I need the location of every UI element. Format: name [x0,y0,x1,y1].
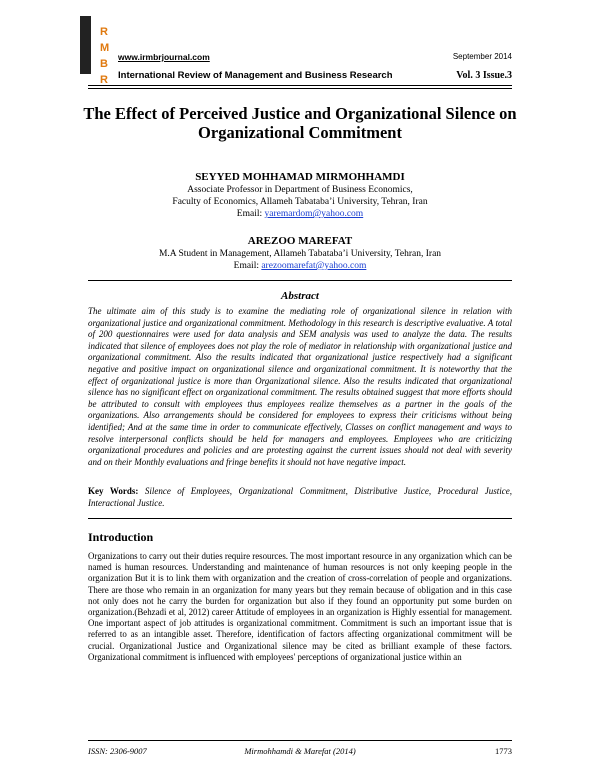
logo-letter-b: B [100,58,108,70]
keywords-text: Silence of Employees, Organizational Commitment, Distributive Justice, Procedural Justice, Interactional Justice. [88,486,512,508]
abstract-heading: Abstract [281,290,319,302]
issue-date: September 2014 [452,52,512,61]
author-2-name: AREZOO MAREFAT [247,235,353,247]
footer-rule [88,740,512,741]
footer-authors: Mirmohhamdi & Marefat (2014) [244,746,356,756]
logo-letter-r2: R [100,74,108,86]
journal-logo-bar [80,16,91,74]
abstract-top-rule [88,280,512,281]
introduction-text: Organizations to carry out their duties require resources. The most important resource in any organization which can be named is human resources. Understanding and maintenance of human resources is not only keeping people in the organization But it is to link them with organization and the creation of cross-correlation of people and organizations. There are those who remain in an organization for many years but they remain because of obligation and in this case not only does not he carry the burden for organization but also if they found an opportunity put some burden on organization.(Behzadi et al, 2012) career Attitude of employees in an organization is Highly essential for management. One important aspect of job attitudes is organizational commitment. Commitment is such an important issue that is referred to as an intangible asset. Therefore, identification of factors affecting organizational commitment will be crucial. Organizational Justice and Organizational silence may be cited as brilliant example of these factors. Organizational commitment is influenced with employees' perceptions of organizational justice within an [88,551,512,662]
abstract-text: The ultimate aim of this study is to examine the mediating role of organizational silence in relation with organizational justice and organizational commitment. Methodology in this research is descriptive evaluative. A total of 200 questionnaires were used for data analysis and SEM analysis was used to analyze the data. The results indicated that silence of employees does not play the role of mediator in relationship with organizational justice and organizational commitment. Also the results indicated that organizational justice respectively had a significant negative and positive impact on organizational silence and organizational commitment. It is noteworthy that the effect of organizational justice is more than Organizational silence. Also the results indicated that organizational silence has no significant effect on organizational commitment. The results obtained suggest that more efforts should be attributed to consult with employees thus employees realize themselves as a partner in the goals of the organizations. Also arrangements should be considered for employees to express their criticisms without being identified; And at the same time in order to communicate effectively, Classes on conflict management and ways to resolve interpersonal conflicts should be held for managers and employees. Employees who are criticizing organizational procedures and policies and are protesting against the current issues should not deal with severity and on their Monthly evaluations and fringe benefits it should not have negative impact. [88,306,512,467]
introduction-heading: Introduction [88,530,154,544]
footer-issn: ISSN: 2306-9007 [88,746,147,756]
page-number: 1773 [495,746,512,756]
email-label: Email: [233,261,259,271]
journal-url-link[interactable]: www.irmbrjournal.com [118,52,210,62]
author-1-name: SEYYED MOHHAMAD MIRMOHHAMDI [195,171,405,183]
keywords [88,486,512,509]
header-divider-thin [88,88,512,89]
paper-title: The Effect of Perceived Justice and Organizational Silence on Organizational Commitment [83,104,517,142]
author-1-email-link[interactable]: yaremardom@yahoo.com [264,209,364,219]
author-1-email-line [88,209,512,221]
author-1-position: Associate Professor in Department of Business Economics, [187,185,413,195]
header-divider [88,85,512,86]
email-label: Email: [236,209,263,219]
author-1-affiliation: Faculty of Economics, Allameh Tabataba’i University, Tehran, Iran [172,197,428,207]
author-2-email-link[interactable]: arezoomarefat@yahoo.com [261,261,367,271]
logo-letter-r: R [100,26,108,38]
logo-letter-m: M [100,42,110,54]
volume-issue: Vol. 3 Issue.3 [456,70,512,81]
author-2-email-line [88,261,512,273]
journal-name: International Review of Management and Business Research [118,70,393,81]
abstract-bottom-rule [88,518,512,519]
author-2-position: M.A Student in Management, Allameh Tabataba’i University, Tehran, Iran [158,249,442,259]
keywords-label: Key Words: [88,486,139,496]
